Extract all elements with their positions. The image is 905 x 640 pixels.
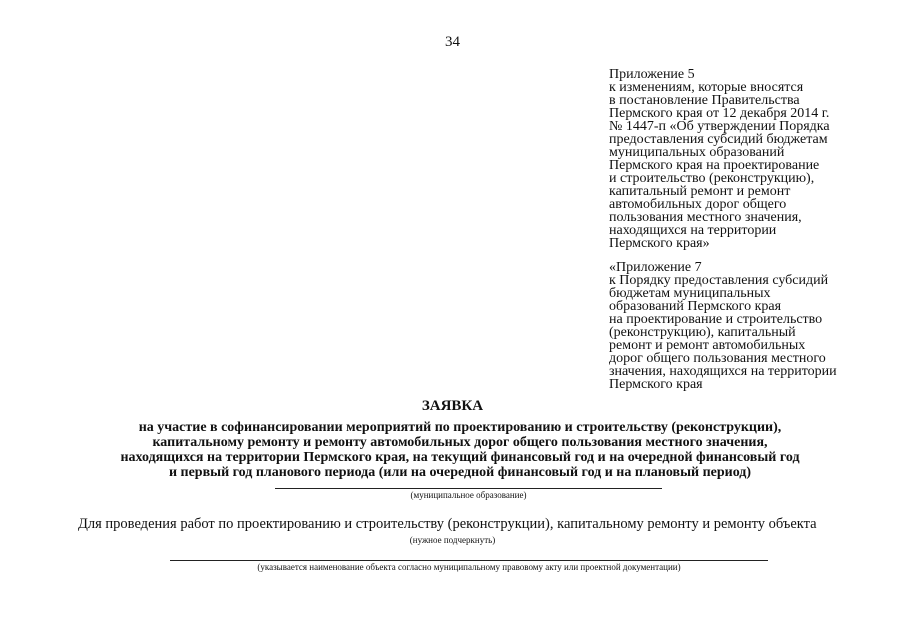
municipality-caption: (муниципальное образование)	[410, 490, 527, 500]
annex-7-line: бюджетам муниципальных	[609, 286, 771, 301]
purpose-text: Для проведения работ по проектированию и строительству (реконструкции), капитальному ремонту и ремонту объекта	[78, 516, 817, 532]
annex-7-line: значения, находящихся на территории	[609, 364, 837, 379]
annex-7-line: дорог общего пользования местного	[609, 351, 826, 366]
annex-7-line: ремонт и ремонт автомобильных	[609, 338, 806, 353]
annex-5-line: в постановление Правительства	[609, 93, 800, 108]
annex-7-line: на проектирование и строительство	[609, 312, 823, 327]
municipality-fill-line[interactable]	[275, 488, 662, 489]
annex-5-line: № 1447-п «Об утверждении Порядка	[609, 119, 830, 134]
annex-5-line: и строительство (реконструкцию),	[609, 171, 815, 186]
object-caption: (указывается наименование объекта согласно муниципальному правовому акту или проектной документации)	[257, 562, 681, 572]
annex-7-line: образований Пермского края	[609, 299, 782, 314]
annex-5-line: к изменениям, которые вносятся	[609, 80, 804, 95]
annex-7-line: (реконструкцию), капитальный	[609, 325, 796, 340]
annex-5-line: Пермского края»	[609, 236, 710, 251]
annex-7-block	[609, 261, 899, 391]
subtitle-line: капитальному ремонту и ремонту автомобильных дорог общего пользования местного значения,	[152, 435, 768, 450]
annex-5-line: Пермского края от 12 декабря 2014 г.	[609, 106, 830, 121]
object-name-fill-line[interactable]	[170, 560, 768, 561]
annex-7-line: Пермского края	[609, 377, 703, 392]
subtitle-line: и первый год планового периода (или на очередной финансовый год и на плановый период)	[168, 465, 752, 480]
annex-5-block	[609, 68, 899, 250]
underline-caption: (нужное подчеркнуть)	[409, 535, 496, 545]
annex-5-line: капитальный ремонт и ремонт	[609, 184, 791, 199]
document-subtitle	[60, 420, 860, 480]
annex-5-line: автомобильных дорог общего	[609, 197, 787, 212]
annex-5-line: муниципальных образований	[609, 145, 785, 160]
annex-5-line: предоставления субсидий бюджетам	[609, 132, 828, 147]
annex-5-line: пользования местного значения,	[609, 210, 802, 225]
annex-5-line: находящихся на территории	[609, 223, 777, 238]
annex-5-line: Пермского края на проектирование	[609, 158, 820, 173]
subtitle-line: на участие в софинансировании мероприятий по проектированию и строительству (реконструкции),	[138, 420, 782, 435]
annex-5-line: Приложение 5	[609, 67, 695, 82]
annex-7-line: «Приложение 7	[609, 260, 702, 275]
document-title: ЗАЯВКА	[421, 398, 484, 414]
annex-7-line: к Порядку предоставления субсидий	[609, 273, 829, 288]
page-number: 34	[445, 34, 460, 50]
subtitle-line: находящихся на территории Пермского края, на текущий финансовый год и на очередной финансовый год	[120, 450, 800, 465]
